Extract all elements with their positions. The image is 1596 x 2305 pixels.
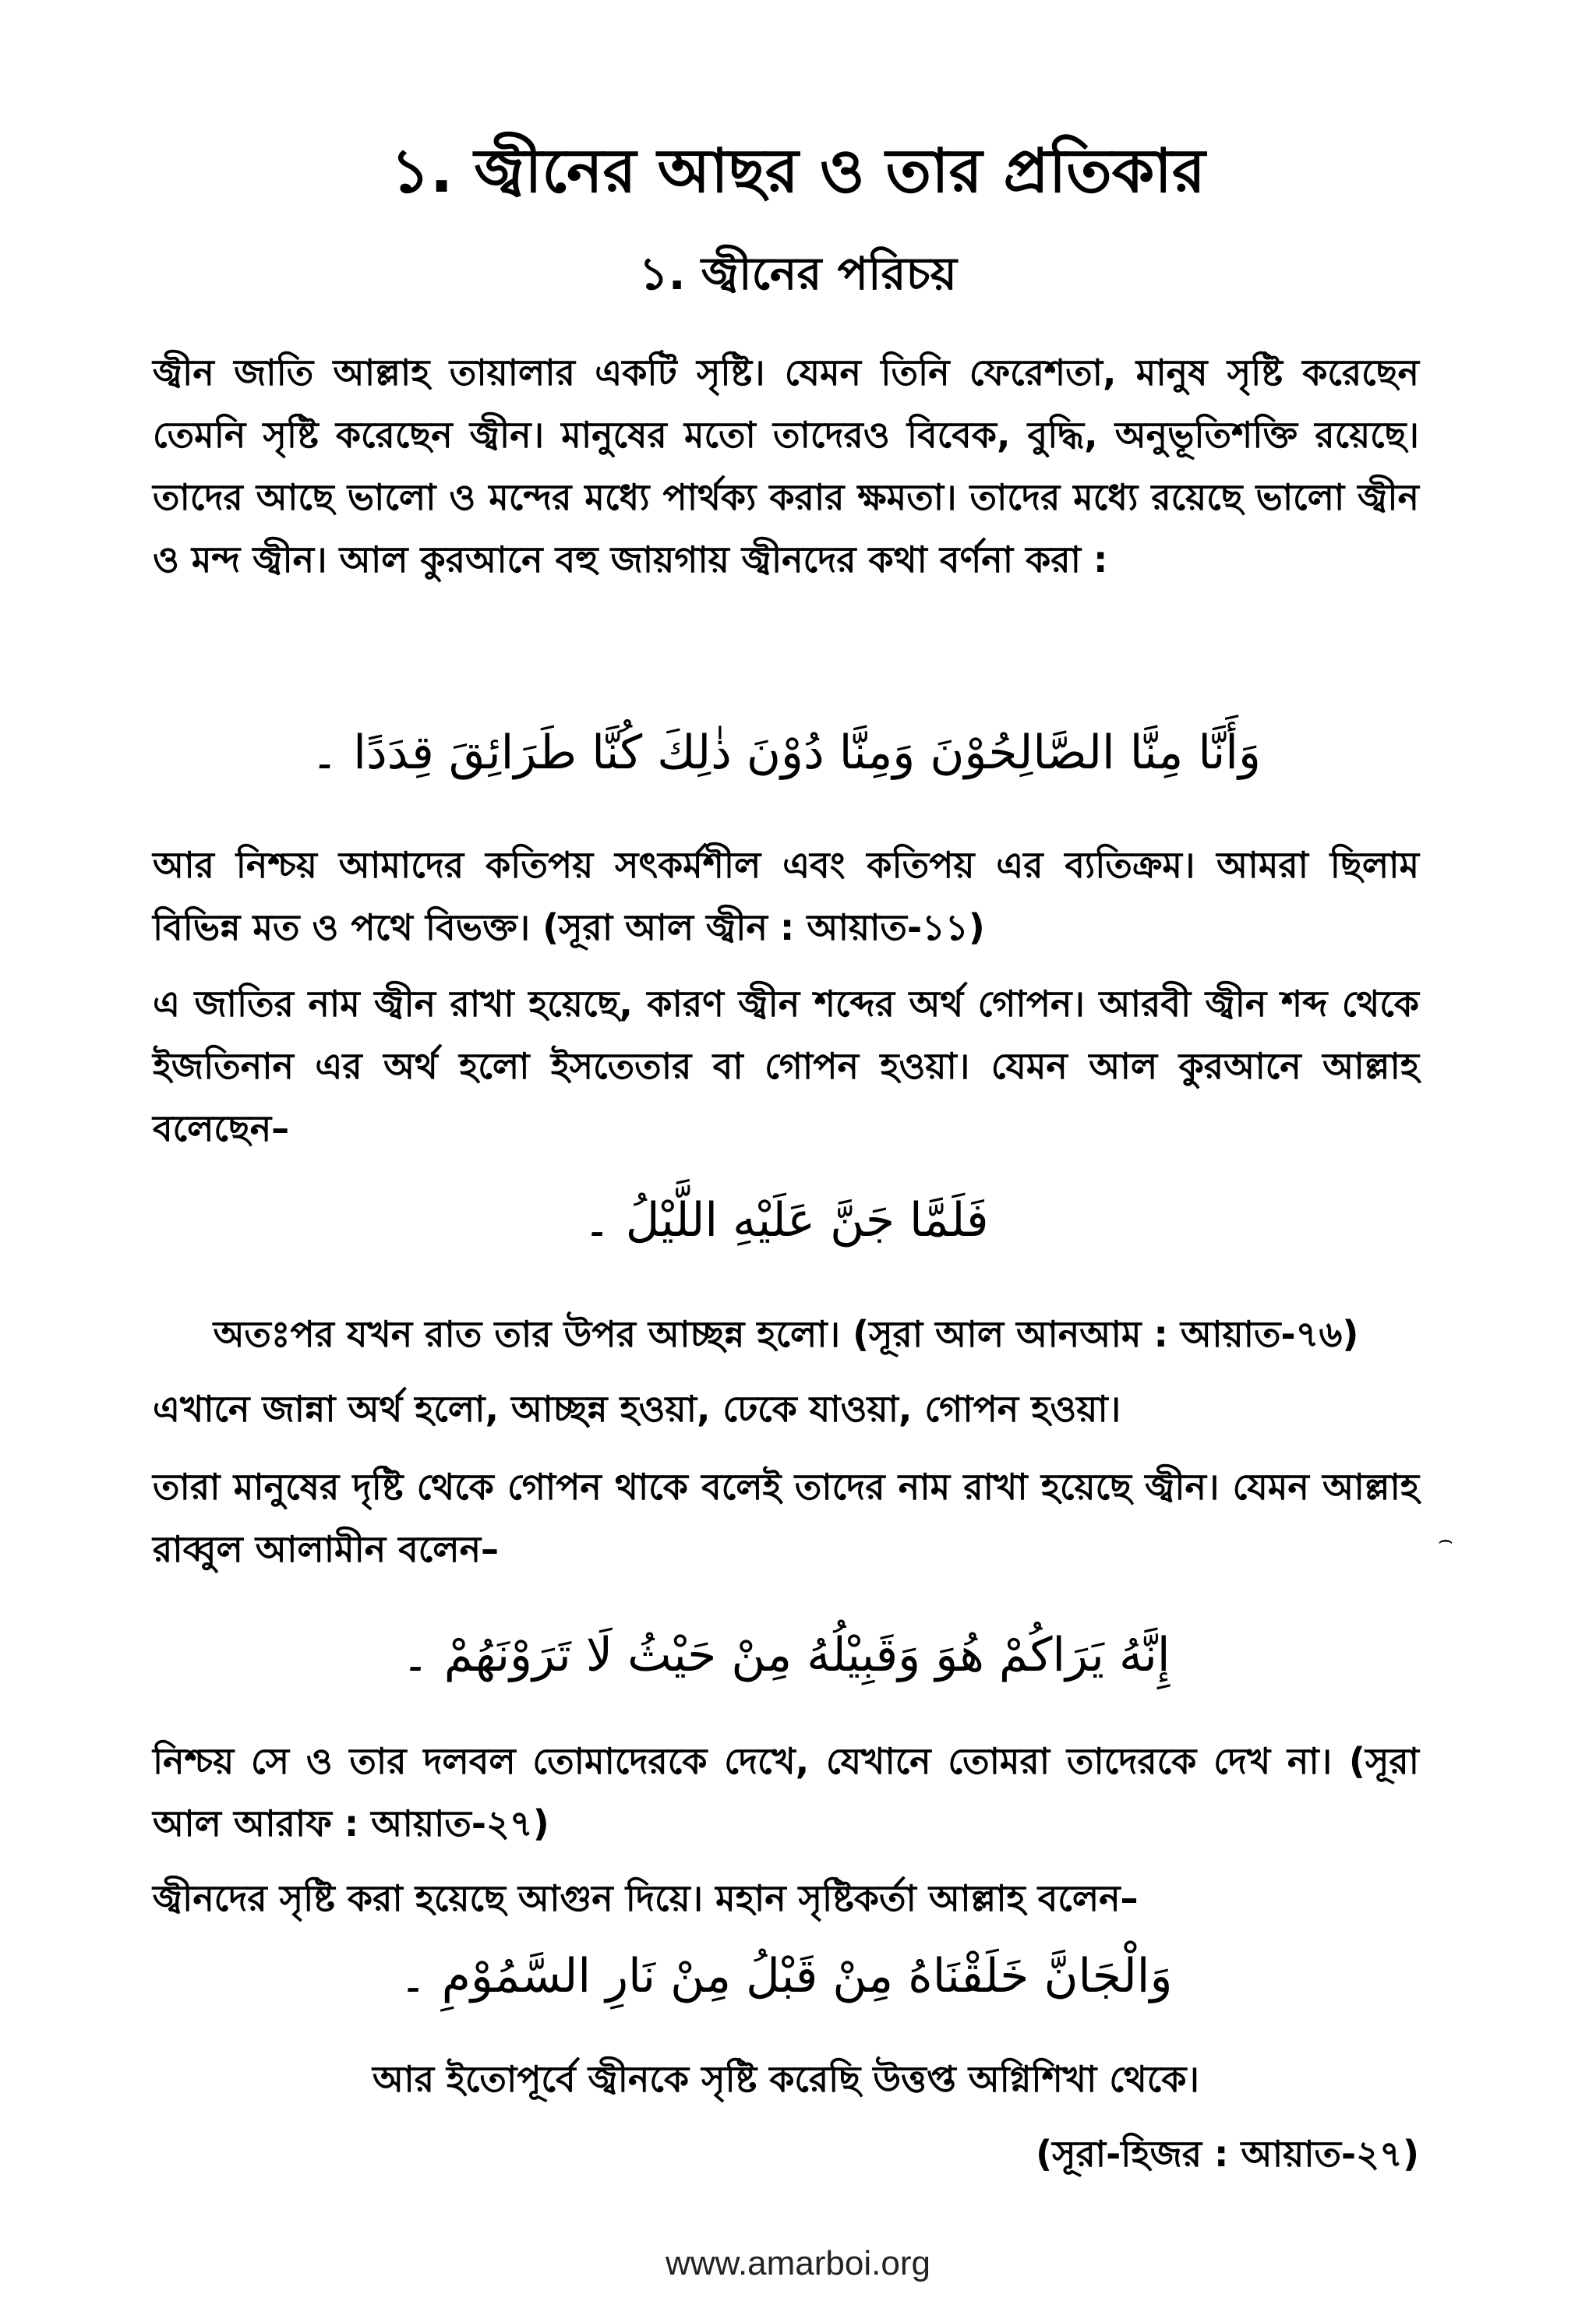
verse-4-translation: আর ইতোপূর্বে জ্বীনকে সৃষ্টি করেছি উত্তপ্ত অগ্নিশিখা থেকে।: [373, 2058, 1199, 2100]
fire-creation-paragraph: জ্বীনদের সৃষ্টি করা হয়েছে আগুন দিয়ে। মহান সৃষ্টিকর্তা আল্লাহ বলেন–: [153, 1877, 1139, 1919]
verse-3-translation: নিশ্চয় সে ও তার দলবল তোমাদেরকে দেখে, যেখানে তোমরা তাদেরকে দেখ না। (সূরা আল আরাফ : আয়াত-২৭): [153, 1740, 1419, 1844]
arabic-verse-3: إِنَّهُ يَرَاكُمْ هُوَ وَقَبِيْلُهُ مِنْ حَيْثُ لَا تَرَوْنَهُمْ ۔: [401, 1628, 1171, 1682]
intro-paragraph: জ্বীন জাতি আল্লাহ তায়ালার একটি সৃষ্টি। যেমন তিনি ফেরেশতা, মানুষ সৃষ্টি করেছেন তেমনি সৃষ্টি করেছেন জ্বীন। মানুষের মতো তাদেরও বিবেক, বুদ্ধি, অনুভূতিশক্তি রয়েছে। তাদের আছে ভালো ও মন্দের মধ্যে পার্থক্য করার ক্ষমতা। তাদের মধ্যে রয়েছে ভালো জ্বীন ও মন্দ জ্বীন। আল কুরআনে বহু জায়গায় জ্বীনদের কথা বর্ণনা করা :: [153, 351, 1419, 581]
verse-2-translation: অতঃপর যখন রাত তার উপর আচ্ছন্ন হলো। (সূরা আল আনআম : আয়াত-৭৬): [213, 1313, 1359, 1355]
verse-4-reference: (সূরা-হিজর : আয়াত-২৭): [1036, 2133, 1419, 2175]
chapter-title: ১. জ্বীনের আছর ও তার প্রতিকার: [390, 136, 1206, 206]
stray-mark: ⌢: [1438, 1527, 1453, 1554]
name-meaning-paragraph: এ জাতির নাম জ্বীন রাখা হয়েছে, কারণ জ্বীন শব্দের অর্থ গোপন। আরবী জ্বীন শব্দ থেকে ইজতিনান এর অর্থ হলো ইসতেতার বা গোপন হওয়া। যেমন আল কুরআনে আল্লাহ বলেছেন–: [153, 983, 1419, 1149]
section-title: ১. জ্বীনের পরিচয়: [639, 247, 957, 300]
verse-1-translation: আর নিশ্চয় আমাদের কতিপয় সৎকর্মশীল এবং কতিপয় এর ব্যতিক্রম। আমরা ছিলাম বিভিন্ন মত ও পথে বিভক্ত। (সূরা আল জ্বীন : আয়াত-১১): [153, 844, 1419, 948]
hidden-nature-paragraph: তারা মানুষের দৃষ্টি থেকে গোপন থাকে বলেই তাদের নাম রাখা হয়েছে জ্বীন। যেমন আল্লাহ রাব্বুল আলামীন বলেন–: [153, 1466, 1419, 1570]
footer-url: www.amarboi.org: [666, 2244, 930, 2282]
arabic-verse-1: وَأَنَّا مِنَّا الصَّالِحُوْنَ وَمِنَّا دُوْنَ ذٰلِكَ كُنَّا طَرَائِقَ قِدَدًا ۔: [311, 725, 1261, 780]
arabic-verse-2: فَلَمَّا جَنَّ عَلَيْهِ اللَّيْلُ ۔: [583, 1193, 989, 1248]
janna-meaning-paragraph: এখানে জান্না অর্থ হলো, আচ্ছন্ন হওয়া, ঢেকে যাওয়া, গোপন হওয়া।: [153, 1388, 1121, 1430]
arabic-verse-4: وَالْجَانَّ خَلَقْنَاهُ مِنْ قَبْلُ مِنْ نَارِ السَّمُوْمِ ۔: [399, 1949, 1173, 2003]
